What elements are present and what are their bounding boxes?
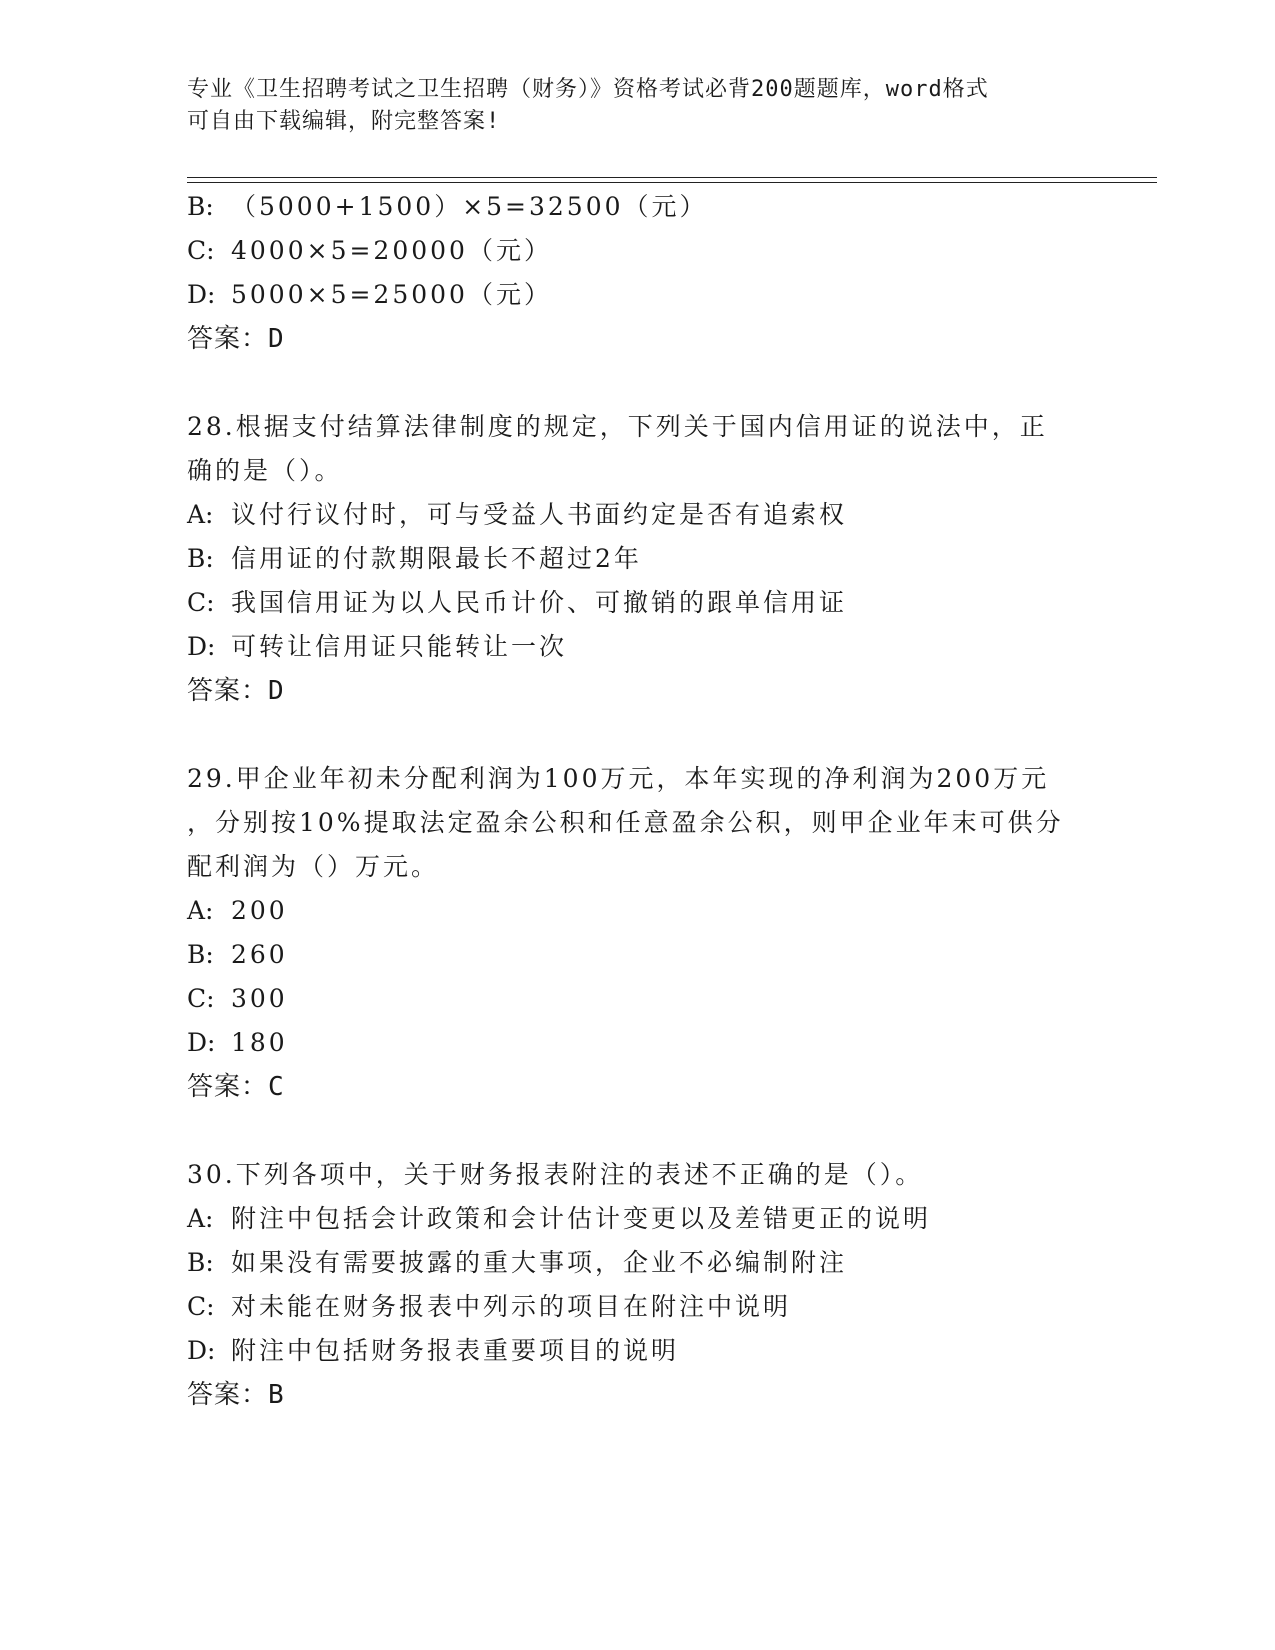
q28-option-b — [187, 542, 642, 576]
header-divider-bottom — [187, 182, 1157, 183]
document-header — [187, 74, 1087, 138]
option-text: 180 — [231, 1028, 288, 1057]
q30-stem-line-1: 30.下列各项中，关于财务报表附注的表述不正确的是（）。 — [187, 1160, 924, 1189]
option-text: 260 — [231, 940, 288, 969]
header-title-line-2: 可自由下载编辑，附完整答案! — [187, 109, 501, 134]
q27-option-c — [187, 234, 552, 268]
q28-option-a — [187, 498, 847, 532]
option-letter: C: — [187, 984, 215, 1013]
q28-option-c — [187, 586, 847, 620]
option-text: （5000+1500）×5=32500（元） — [231, 192, 708, 221]
option-text: 200 — [231, 896, 288, 925]
option-text: 议付行议付时，可与受益人书面约定是否有追索权 — [231, 500, 848, 529]
q28-stem-line-2: 确的是（）。 — [187, 456, 343, 485]
q28-option-d — [187, 630, 567, 664]
option-text: 附注中包括财务报表重要项目的说明 — [231, 1336, 680, 1365]
option-letter: D: — [187, 632, 216, 661]
option-letter: D: — [187, 1336, 216, 1365]
option-text: 5000×5=25000（元） — [231, 280, 552, 309]
q30-option-c — [187, 1290, 791, 1324]
q30-option-a — [187, 1202, 931, 1236]
option-letter: B: — [187, 940, 214, 969]
header-title-line-1: 专业《卫生招聘考试之卫生招聘（财务）》资格考试必背200题题库，word格式 — [187, 77, 989, 102]
header-divider-top — [187, 177, 1157, 178]
q30-option-b — [187, 1246, 847, 1280]
q29-option-c — [187, 982, 288, 1016]
q29-stem-line-1: 29.甲企业年初未分配利润为100万元，本年实现的净利润为200万元 — [187, 764, 1050, 793]
option-letter: B: — [187, 544, 214, 573]
option-letter: A: — [187, 896, 214, 925]
q29-stem-line-3: 配利润为（）万元。 — [187, 852, 440, 881]
option-letter: C: — [187, 588, 215, 617]
q29-answer: 答案：C — [187, 1072, 285, 1102]
option-letter: B: — [187, 1248, 214, 1277]
option-letter: B: — [187, 192, 214, 221]
q30-answer: 答案：B — [187, 1380, 285, 1410]
q28-stem-line-1: 28.根据支付结算法律制度的规定，下列关于国内信用证的说法中，正 — [187, 412, 1048, 441]
option-letter: A: — [187, 500, 214, 529]
option-letter: A: — [187, 1204, 214, 1233]
option-letter: C: — [187, 1292, 215, 1321]
q29-option-b — [187, 938, 288, 972]
option-text: 我国信用证为以人民币计价、可撤销的跟单信用证 — [231, 588, 848, 617]
q27-answer: 答案：D — [187, 324, 285, 354]
q29-stem-line-2: ，分别按10%提取法定盈余公积和任意盈余公积，则甲企业年末可供分 — [187, 808, 1064, 837]
option-text: 如果没有需要披露的重大事项，企业不必编制附注 — [231, 1248, 848, 1277]
q27-option-d — [187, 278, 552, 312]
q29-option-a — [187, 894, 288, 928]
option-text: 附注中包括会计政策和会计估计变更以及差错更正的说明 — [231, 1204, 932, 1233]
option-letter: C: — [187, 236, 215, 265]
option-text: 4000×5=20000（元） — [231, 236, 552, 265]
option-text: 对未能在财务报表中列示的项目在附注中说明 — [231, 1292, 792, 1321]
q30-option-d — [187, 1334, 679, 1368]
option-text: 信用证的付款期限最长不超过2年 — [231, 544, 642, 573]
option-letter: D: — [187, 1028, 216, 1057]
option-text: 300 — [231, 984, 288, 1013]
q28-answer: 答案：D — [187, 676, 285, 706]
option-text: 可转让信用证只能转让一次 — [231, 632, 568, 661]
option-letter: D: — [187, 280, 216, 309]
q29-option-d — [187, 1026, 288, 1060]
q27-option-b — [187, 190, 708, 224]
